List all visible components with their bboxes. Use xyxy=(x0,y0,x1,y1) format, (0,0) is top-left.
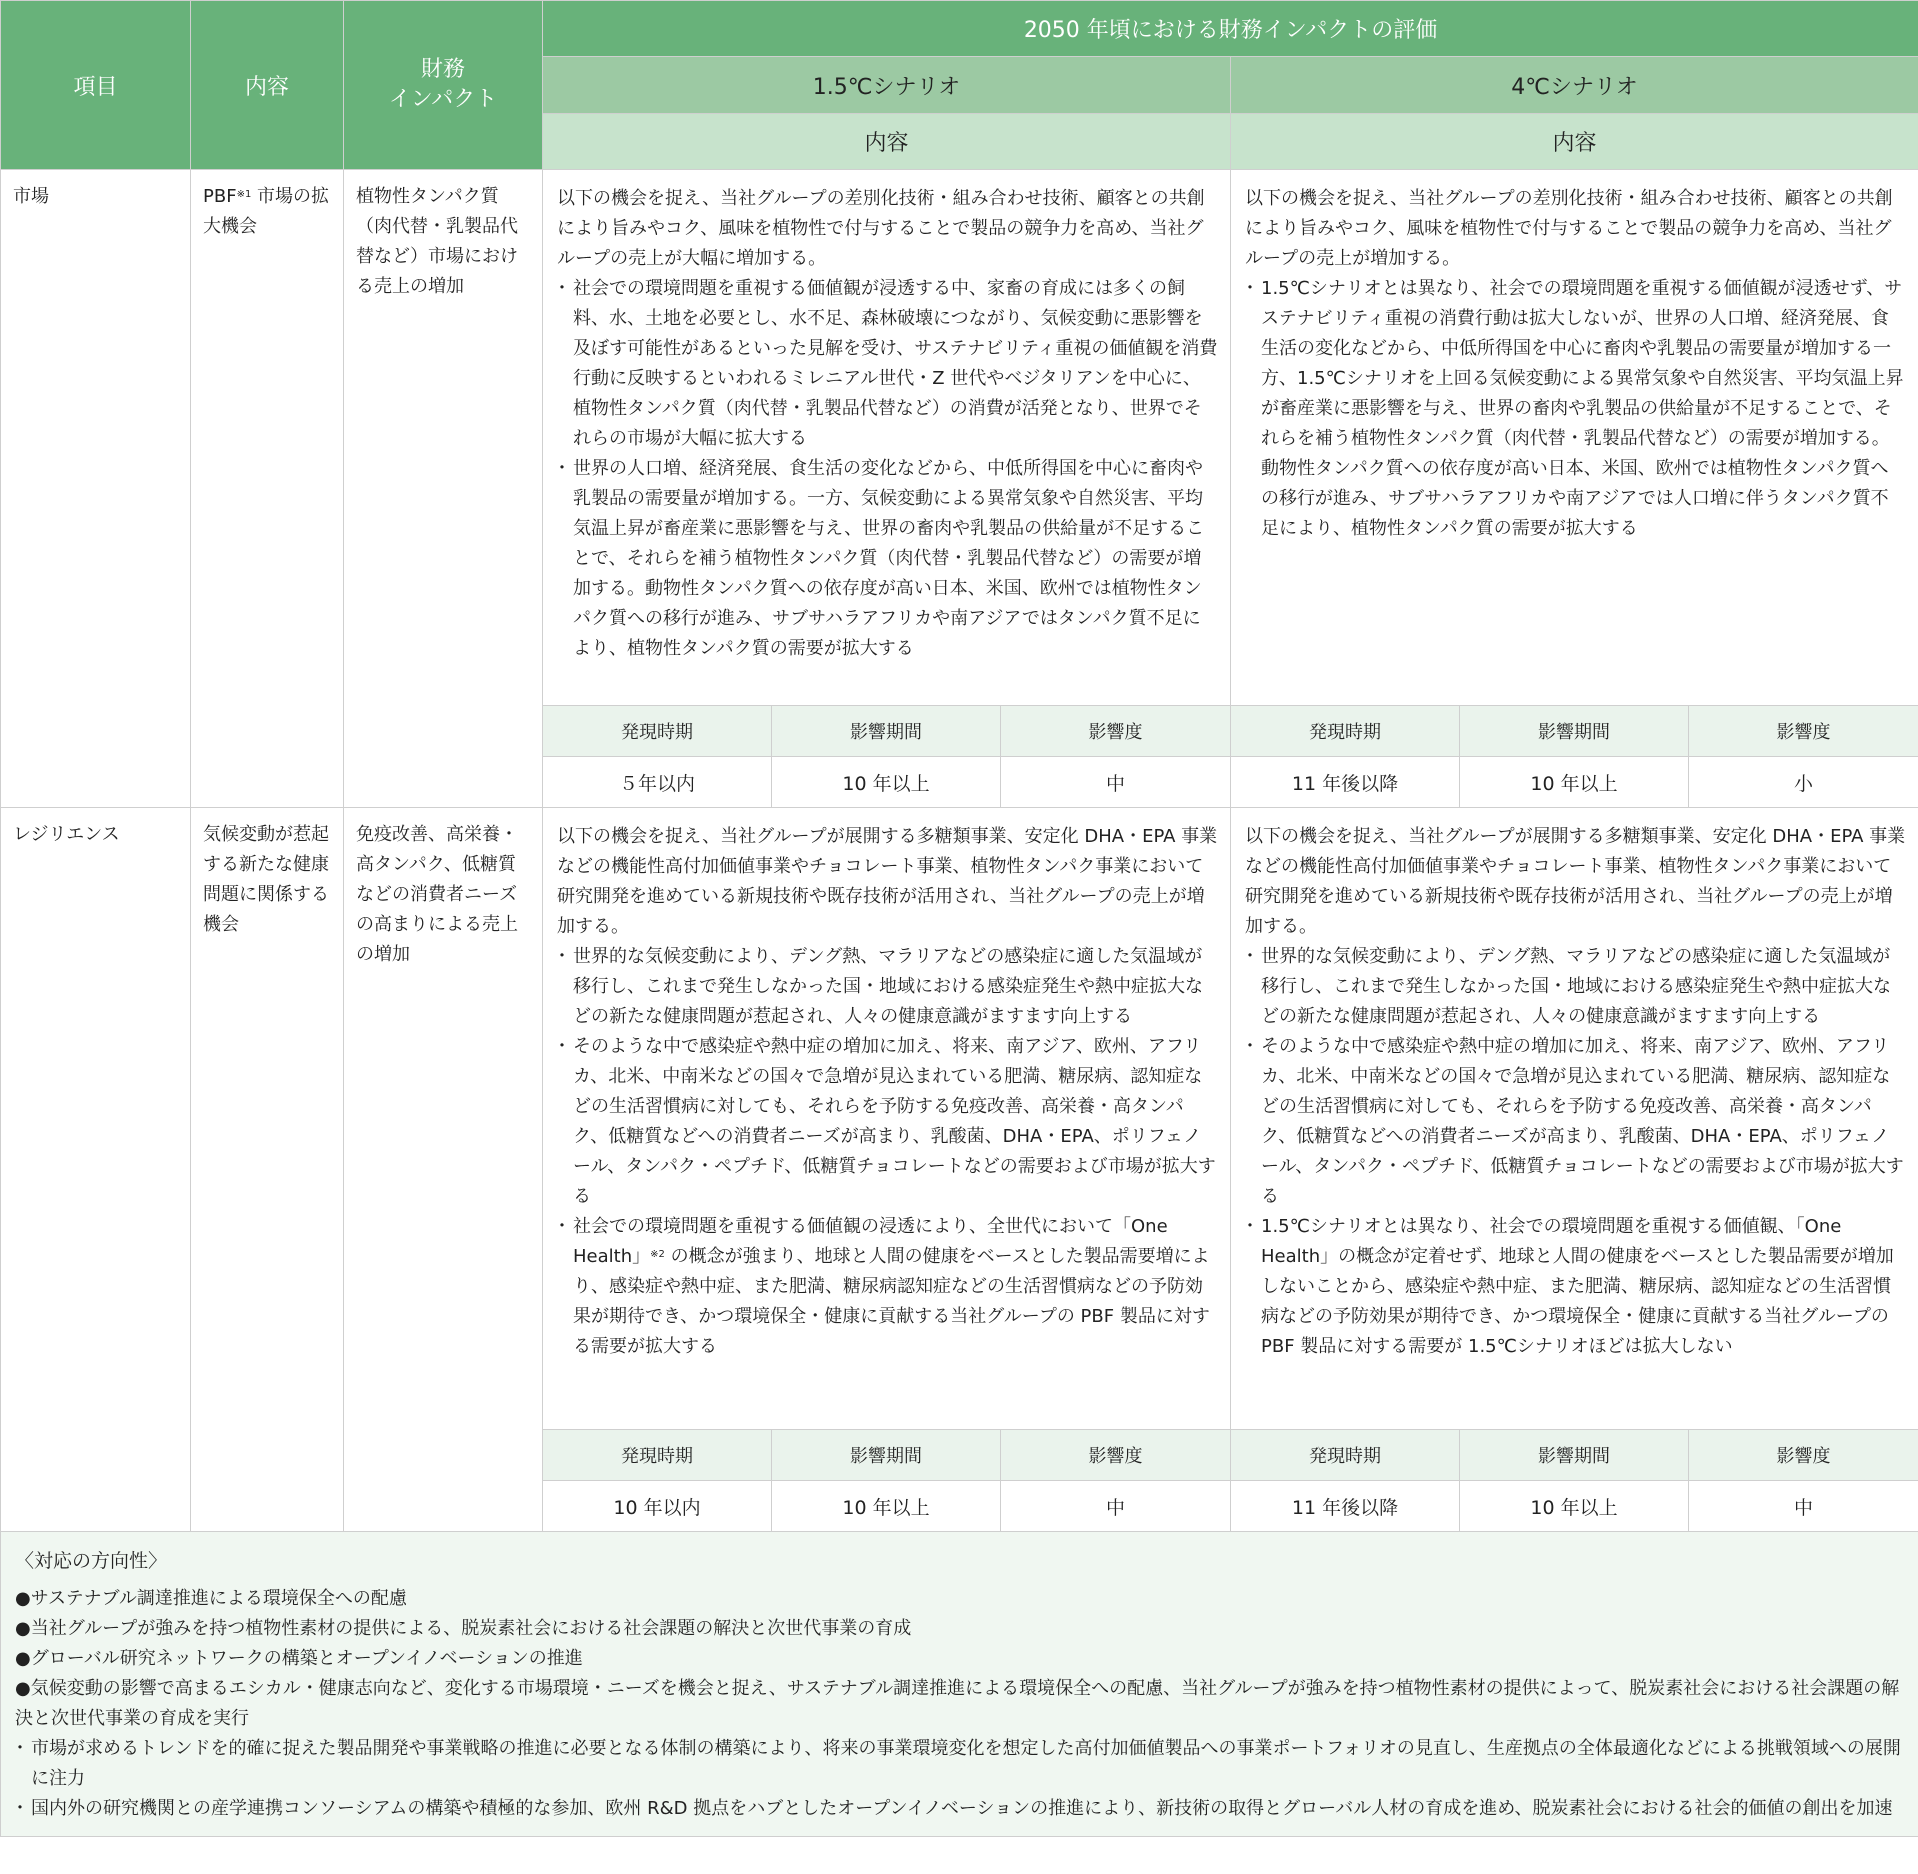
metric-value-onset: 10 年以内 xyxy=(543,1481,772,1532)
header-item: 項目 xyxy=(1,1,191,170)
metric-value-magnitude: 中 xyxy=(1689,1481,1918,1532)
response-subpoint: ・ 市場が求めるトレンドを的確に捉えた製品開発や事業戦略の推進に必要となる体制の構築により、将来の事業環境変化を想定した高付加価値製品への事業ポートフォリオの見直し、生産拠点の全体最適化などによる挑戦領域への展開に注力 xyxy=(15,1734,1904,1794)
header-financial-impact: 財務 インパクト xyxy=(344,1,543,170)
header-content: 内容 xyxy=(191,1,344,170)
row-item-market: 市場 xyxy=(1,170,191,808)
bullet: ・ 世界的な気候変動により、デング熱、マラリアなどの感染症に適した気温域が移行し、これまで発生しなかった国・地域における感染症発生や熱中症拡大などの新たな健康問題が惹起され、人々の健康意識がますます向上する xyxy=(1245,942,1906,1032)
bullet: ・ そのような中で感染症や熱中症の増加に加え、将来、南アジア、欧州、アフリカ、北米、中南米などの国々で急増が見込まれている肥満、糖尿病、認知症などの生活習慣病に対しても、それらを予防する免疫改善、高栄養・高タンパク、低糖質などへの消費者ニーズが高まり、乳酸菌、DHA・EPA、ポリフェノール、タンパク・ペプチド、低糖質チョコレートなどの需要および市場が拡大する xyxy=(557,1032,1218,1212)
resilience-scenario-1-5-text: 以下の機会を捉え、当社グループが展開する多糖類事業、安定化 DHA・EPA 事業などの機能性高付加価値事業やチョコレート事業、植物性タンパク事業において研究開発を進めている新規技術や既存技術が活用され、当社グループの売上が増加する。 ・ 世界的な気候変動により、デング熱、マラリアなどの感染症に適した気温域が移行し、これまで発生しなかった国・地域における感染症発生や熱中症拡大などの新たな健康問題が惹起され、人々の健康意識がますます向上する ・ そのような中で感染症や熱中症の増加に加え、将来、南アジア、欧州、アフリカ、北米、中南米などの国々で急増が見込まれている肥満、糖尿病、認知症などの生活習慣病に対しても、それらを予防する免疫改善、高栄養・高タンパク、低糖質などへの消費者ニーズが高まり、乳酸菌、DHA・EPA、ポリフェノール、タンパク・ペプチド、低糖質チョコレートなどの需要および市場が拡大する ・ 社会での環境問題を重視する価値観の浸透により、全世代において「One Health」$^{※2}$ の概念が強まり、地球と人間の健康をベースとした製品需要増により、感染症や熱中症、また肥満、糖尿病認知症などの生活習慣病などの予防効果が期待でき、かつ環境保全・健康に貢献する当社グループの PBF 製品に対する需要が拡大する xyxy=(543,808,1231,1430)
bullet: ・ 社会での環境問題を重視する価値観の浸透により、全世代において「One Health」$^{※2}$ の概念が強まり、地球と人間の健康をベースとした製品需要増により、感染症や熱中症、また肥満、糖尿病認知症などの生活習慣病などの予防効果が期待でき、かつ環境保全・健康に貢献する当社グループの PBF 製品に対する需要が拡大する xyxy=(557,1212,1218,1362)
response-point: ●気候変動の影響で高まるエシカル・健康志向など、変化する市場環境・ニーズを機会と捉え、サステナブル調達推進による環境保全への配慮、当社グループが強みを持つ植物性素材の提供によって、脱炭素社会における社会課題の解決と次世代事業の育成を実行 xyxy=(15,1678,1900,1729)
response-point: ●当社グループが強みを持つ植物性素材の提供による、脱炭素社会における社会課題の解決と次世代事業の育成 xyxy=(15,1618,912,1639)
metric-label-magnitude: 影響度 xyxy=(1001,706,1231,757)
metric-label-magnitude: 影響度 xyxy=(1689,706,1918,757)
row-impact-resilience: 免疫改善、高栄養・高タンパク、低糖質などの消費者ニーズの高まりによる売上の増加 xyxy=(344,808,543,1532)
resilience-scenario-4-text: 以下の機会を捉え、当社グループが展開する多糖類事業、安定化 DHA・EPA 事業などの機能性高付加価値事業やチョコレート事業、植物性タンパク事業において研究開発を進めている新規技術や既存技術が活用され、当社グループの売上が増加する。 ・ 世界的な気候変動により、デング熱、マラリアなどの感染症に適した気温域が移行し、これまで発生しなかった国・地域における感染症発生や熱中症拡大などの新たな健康問題が惹起され、人々の健康意識がますます向上する ・ そのような中で感染症や熱中症の増加に加え、将来、南アジア、欧州、アフリカ、北米、中南米などの国々で急増が見込まれている肥満、糖尿病、認知症などの生活習慣病に対しても、それらを予防する免疫改善、高栄養・高タンパク、低糖質などへの消費者ニーズが高まり、乳酸菌、DHA・EPA、ポリフェノール、タンパク・ペプチド、低糖質チョコレートなどの需要および市場が拡大する ・ 1.5℃シナリオとは異なり、社会での環境問題を重視する価値観、「One Health」の概念が定着せず、地球と人間の健康をベースとした製品需要が増加しないことから、感染症や熱中症、また肥満、糖尿病、認知症などの生活習慣病などの予防効果が期待でき、かつ環境保全・健康に貢献する当社グループの PBF 製品に対する需要が 1.5℃シナリオほどは拡大しない xyxy=(1231,808,1918,1430)
header-scenario-1-5: 1.5℃シナリオ xyxy=(543,57,1231,114)
metric-value-onset: ５年以内 xyxy=(543,757,772,808)
metric-label-duration: 影響期間 xyxy=(772,1430,1001,1481)
bullet: ・ 世界的な気候変動により、デング熱、マラリアなどの感染症に適した気温域が移行し、これまで発生しなかった国・地域における感染症発生や熱中症拡大などの新たな健康問題が惹起され、人々の健康意識がますます向上する xyxy=(557,942,1218,1032)
metric-label-duration: 影響期間 xyxy=(1460,706,1689,757)
bullet: ・ 世界の人口増、経済発展、食生活の変化などから、中低所得国を中心に畜肉や乳製品の需要量が増加する。一方、気候変動による異常気象や自然災害、平均気温上昇が畜産業に悪影響を与え、世界の畜肉や乳製品の供給量が不足することで、それらを補う植物性タンパク質（肉代替・乳製品代替など）の需要が増加する。動物性タンパク質への依存度が高い日本、米国、欧州では植物性タンパク質への移行が進み、サブサハラアフリカや南アジアではタンパク質不足により、植物性タンパク質の需要が拡大する xyxy=(557,454,1218,664)
response-direction-title: 〈対応の方向性〉 xyxy=(15,1550,168,1572)
metric-label-magnitude: 影響度 xyxy=(1001,1430,1231,1481)
metric-value-magnitude: 小 xyxy=(1689,757,1918,808)
bullet: ・ そのような中で感染症や熱中症の増加に加え、将来、南アジア、欧州、アフリカ、北米、中南米などの国々で急増が見込まれている肥満、糖尿病、認知症などの生活習慣病に対しても、それらを予防する免疫改善、高栄養・高タンパク、低糖質などへの消費者ニーズが高まり、乳酸菌、DHA・EPA、ポリフェノール、タンパク・ペプチド、低糖質チョコレートなどの需要および市場が拡大する xyxy=(1245,1032,1906,1212)
header-evaluation-title: 2050 年頃における財務インパクトの評価 xyxy=(543,1,1918,57)
metric-value-onset: 11 年後以降 xyxy=(1231,757,1460,808)
bullet: ・ 社会での環境問題を重視する価値観が浸透する中、家畜の育成には多くの飼料、水、土地を必要とし、水不足、森林破壊につながり、気候変動に悪影響を及ぼす可能性があるといった見解を受け、サステナビリティ重視の価値観を消費行動に反映するといわれるミレニアル世代・Z 世代やベジタリアンを中心に、植物性タンパク質（肉代替・乳製品代替など）の消費が活発となり、世界でそれらの市場が大幅に拡大する xyxy=(557,274,1218,454)
bullet: ・ 1.5℃シナリオとは異なり、社会での環境問題を重視する価値観が浸透せず、サステナビリティ重視の消費行動は拡大しないが、世界の人口増、経済発展、食生活の変化などから、中低所得国を中心に畜肉や乳製品の需要量が増加する一方、1.5℃シナリオを上回る気候変動による異常気象や自然災害、平均気温上昇が畜産業に悪影響を与え、世界の畜肉や乳製品の供給量が不足することで、それらを補う植物性タンパク質（肉代替・乳製品代替など）の需要が増加する。動物性タンパク質への依存度が高い日本、米国、欧州では植物性タンパク質への移行が進み、サブサハラアフリカや南アジアでは人口増に伴うタンパク質不足により、植物性タンパク質の需要が拡大する xyxy=(1245,274,1906,544)
row-impact-market: 植物性タンパク質（肉代替・乳製品代替など）市場における売上の増加 xyxy=(344,170,543,808)
header-content-1-5: 内容 xyxy=(543,114,1231,170)
market-scenario-1-5-text: 以下の機会を捉え、当社グループの差別化技術・組み合わせ技術、顧客との共創により旨みやコク、風味を植物性で付与することで製品の競争力を高め、当社グループの売上が大幅に増加する。 ・ 社会での環境問題を重視する価値観が浸透する中、家畜の育成には多くの飼料、水、土地を必要とし、水不足、森林破壊につながり、気候変動に悪影響を及ぼす可能性があるといった見解を受け、サステナビリティ重視の価値観を消費行動に反映するといわれるミレニアル世代・Z 世代やベジタリアンを中心に、植物性タンパク質（肉代替・乳製品代替など）の消費が活発となり、世界でそれらの市場が大幅に拡大する ・ 世界の人口増、経済発展、食生活の変化などから、中低所得国を中心に畜肉や乳製品の需要量が増加する。一方、気候変動による異常気象や自然災害、平均気温上昇が畜産業に悪影響を与え、世界の畜肉や乳製品の供給量が不足することで、それらを補う植物性タンパク質（肉代替・乳製品代替など）の需要が増加する。動物性タンパク質への依存度が高い日本、米国、欧州では植物性タンパク質への移行が進み、サブサハラアフリカや南アジアではタンパク質不足により、植物性タンパク質の需要が拡大する xyxy=(543,170,1231,706)
metric-label-onset: 発現時期 xyxy=(1231,706,1460,757)
metric-label-duration: 影響期間 xyxy=(772,706,1001,757)
metric-value-magnitude: 中 xyxy=(1001,1481,1231,1532)
header-scenario-4: 4℃シナリオ xyxy=(1231,57,1918,114)
metric-label-duration: 影響期間 xyxy=(1460,1430,1689,1481)
metric-value-duration: 10 年以上 xyxy=(1460,1481,1689,1532)
response-point: ●サステナブル調達推進による環境保全への配慮 xyxy=(15,1588,407,1609)
metric-label-onset: 発現時期 xyxy=(1231,1430,1460,1481)
bullet: ・ 1.5℃シナリオとは異なり、社会での環境問題を重視する価値観、「One Health」の概念が定着せず、地球と人間の健康をベースとした製品需要が増加しないことから、感染症や熱中症、また肥満、糖尿病、認知症などの生活習慣病などの予防効果が期待でき、かつ環境保全・健康に貢献する当社グループの PBF 製品に対する需要が 1.5℃シナリオほどは拡大しない xyxy=(1245,1212,1906,1362)
metric-label-magnitude: 影響度 xyxy=(1689,1430,1918,1481)
market-scenario-4-text: 以下の機会を捉え、当社グループの差別化技術・組み合わせ技術、顧客との共創により旨みやコク、風味を植物性で付与することで製品の競争力を高め、当社グループの売上が増加する。 ・ 1.5℃シナリオとは異なり、社会での環境問題を重視する価値観が浸透せず、サステナビリティ重視の消費行動は拡大しないが、世界の人口増、経済発展、食生活の変化などから、中低所得国を中心に畜肉や乳製品の需要量が増加する一方、1.5℃シナリオを上回る気候変動による異常気象や自然災害、平均気温上昇が畜産業に悪影響を与え、世界の畜肉や乳製品の供給量が不足することで、それらを補う植物性タンパク質（肉代替・乳製品代替など）の需要が増加する。動物性タンパク質への依存度が高い日本、米国、欧州では植物性タンパク質への移行が進み、サブサハラアフリカや南アジアでは人口増に伴うタンパク質不足により、植物性タンパク質の需要が拡大する xyxy=(1231,170,1918,706)
metric-value-duration: 10 年以上 xyxy=(772,757,1001,808)
metric-value-magnitude: 中 xyxy=(1001,757,1231,808)
metric-value-onset: 11 年後以降 xyxy=(1231,1481,1460,1532)
metric-value-duration: 10 年以上 xyxy=(1460,757,1689,808)
metric-label-onset: 発現時期 xyxy=(543,1430,772,1481)
response-subpoint: ・ 国内外の研究機関との産学連携コンソーシアムの構築や積極的な参加、欧州 R&D 拠点をハブとしたオープンイノベーションの推進により、新技術の取得とグローバル人材の育成を進め、脱炭素社会における社会的価値の創出を加速 xyxy=(15,1794,1904,1824)
row-content-market: PBF$^{※1}$ 市場の拡大機会 xyxy=(191,170,344,808)
row-item-resilience: レジリエンス xyxy=(1,808,191,1532)
row-content-resilience: 気候変動が惹起する新たな健康問題に関係する機会 xyxy=(191,808,344,1532)
response-direction xyxy=(1,1532,1918,1837)
response-point: ●グローバル研究ネットワークの構築とオープンイノベーションの推進 xyxy=(15,1648,583,1669)
metric-label-onset: 発現時期 xyxy=(543,706,772,757)
metric-value-duration: 10 年以上 xyxy=(772,1481,1001,1532)
header-content-4: 内容 xyxy=(1231,114,1918,170)
